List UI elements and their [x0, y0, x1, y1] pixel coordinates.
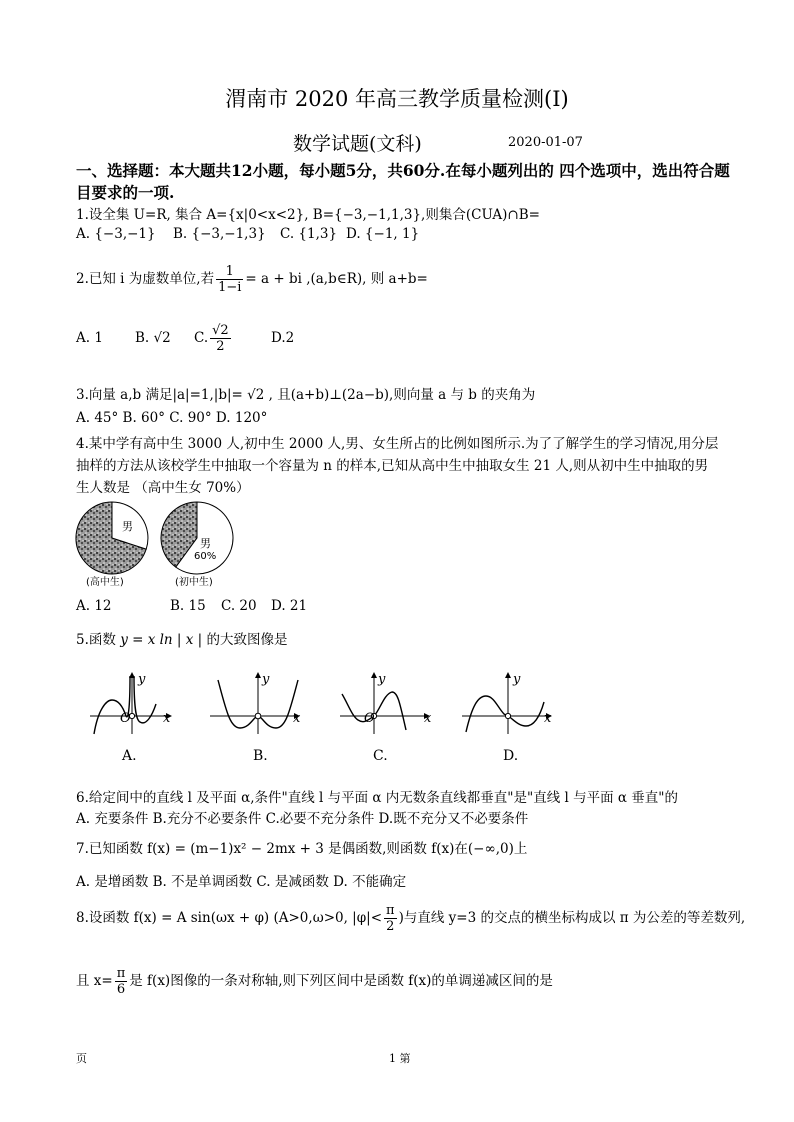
footer-page-number: 1 第	[389, 1052, 411, 1065]
q2-frac-den: 1−i	[218, 280, 242, 295]
q6-options: A. 充要条件 B.充分不必要条件 C.必要不充分条件 D.既不充分又不必要条件	[76, 811, 529, 827]
graph-d-label: D.	[503, 748, 519, 764]
q8-stem	[76, 897, 745, 939]
q1-option-b: B. {−3,−1,3}	[173, 226, 266, 242]
q8-line2	[76, 960, 553, 1002]
q8-frac2-num: π	[116, 966, 126, 981]
q2-option-a: A. 1	[76, 330, 103, 346]
q8-frac1-num: π	[386, 903, 395, 918]
q5-graph-d	[460, 670, 560, 736]
q8-fraction-2	[115, 966, 128, 997]
q2-stem-pre: 2.已知 i 为虚数单位,若	[76, 271, 215, 287]
q5-stem-pre: 5.函数	[76, 632, 116, 648]
q2-option-c-label: C.	[194, 330, 209, 346]
graph-d-y-label: y	[513, 672, 521, 687]
graph-c-y-label: y	[378, 672, 386, 687]
q3-stem: 3.向量 a,b 满足|a|=1,|b|= √2 , 且(a+b)⊥(2a−b),则向量 a 与 b 的夹角为	[76, 387, 536, 403]
q2-option-d: D.2	[271, 330, 295, 346]
pie-high-school	[76, 502, 148, 588]
q8-fraction-1	[384, 903, 397, 934]
q2-optc-den: 2	[216, 339, 225, 354]
graph-a-x-label: x	[163, 711, 171, 726]
q8-line2-pre: 且 x=	[76, 973, 113, 989]
q2-stem	[76, 259, 428, 299]
q6-stem: 6.给定间中的直线 l 及平面 α,条件"直线 l 与平面 α 内无数条直线都垂直"是"直线 l 与平面 α 垂直"的	[76, 790, 679, 806]
q2-option-c-fraction	[210, 323, 231, 354]
q2-fraction	[216, 264, 243, 295]
graph-a-label: A.	[122, 748, 137, 764]
q7-options: A. 是增函数 B. 不是单调函数 C. 是减函数 D. 不能确定	[76, 874, 407, 890]
q5-formula: y = x ln | x |	[120, 632, 203, 648]
q2-option-b: B. √2	[135, 330, 171, 346]
graph-a-origin: O	[120, 711, 131, 726]
pie-middle-school	[161, 502, 233, 588]
q2-stem-post: = a + bi ,(a,b∈R), 则 a+b=	[245, 271, 428, 287]
q1-option-c: C. {1,3}	[280, 226, 338, 242]
q8-line2-post: 是 f(x)图像的一条对称轴,则下列区间中是函数 f(x)的单调递减区间的是	[129, 973, 553, 989]
graph-b-y-label: y	[262, 672, 270, 687]
pie1-caption: (高中生)	[86, 577, 124, 588]
exam-subtitle: 数学试题(文科)	[293, 133, 422, 155]
q4-option-c: C. 20	[221, 598, 257, 614]
pie2-caption: (初中生)	[175, 577, 213, 588]
q1-option-a: A. {−3,−1}	[76, 226, 156, 242]
section-heading: 一、选择题：本大题共12小题，每小题5分，共60分.在每小题列出的 四个选项中，选出符合题目要求的一项.	[76, 161, 730, 202]
q1-option-d: D. {−1, 1}	[346, 226, 420, 242]
q2-frac-num: 1	[216, 264, 243, 280]
exam-title: 渭南市 2020 年高三教学质量检测(Ⅰ)	[225, 87, 569, 111]
q1-stem: 1.设全集 U=R, 集合 A={x|0<x<2}, B={−3,−1,1,3},则集合(CUA)∩B=	[76, 207, 540, 223]
q8-frac2-den: 6	[116, 982, 126, 997]
q5-graph-b	[208, 670, 308, 736]
graph-c-x-label: x	[424, 711, 432, 726]
q3-options: A. 45° B. 60° C. 90° D. 120°	[76, 410, 268, 426]
q5-graph-c	[338, 670, 438, 736]
pie2-percent: 60%	[194, 551, 217, 562]
q8-stem-pre: 8.设函数 f(x) = A sin(ωx + φ) (A>0,ω>0, |φ|<	[76, 910, 383, 926]
q5-graph-a	[88, 670, 178, 736]
q2-option-c	[194, 318, 233, 358]
pie2-male-label: 男	[200, 537, 211, 550]
q5-stem-post: 的大致图像是	[206, 632, 288, 648]
q7-stem: 7.已知函数 f(x) = (m−1)x² − 2mx + 3 是偶函数,则函数 f(x)在(−∞,0)上	[76, 841, 528, 857]
q8-frac1-den: 2	[386, 919, 395, 934]
graph-b-label: B.	[253, 748, 268, 764]
q4-option-a: A. 12	[76, 598, 112, 614]
graph-b-x-label: x	[293, 711, 301, 726]
q4-line3: 生人数是 （高中生女 70%）	[76, 480, 250, 496]
q4-line2: 抽样的方法从该校学生中抽取一个容量为 n 的样本,已知从高中生中抽取女生 21 人,则从初中生中抽取的男	[76, 458, 709, 474]
q4-line1: 4.某中学有高中生 3000 人,初中生 2000 人,男、女生所占的比例如图所示.为了了解学生的学习情况,用分层	[76, 436, 719, 452]
q2-optc-num: √2	[212, 323, 229, 338]
q5-stem	[76, 628, 288, 648]
graph-c-label: C.	[373, 748, 388, 764]
graph-a-y-label: y	[138, 672, 146, 687]
footer-page-left: 页	[76, 1052, 87, 1065]
graph-c-origin: O	[364, 711, 375, 726]
q4-option-b: B. 15	[170, 598, 206, 614]
graph-d-x-label: x	[544, 711, 552, 726]
exam-date: 2020-01-07	[508, 135, 583, 150]
pie1-male-label: 男	[122, 520, 133, 533]
q4-pie-charts	[72, 498, 242, 590]
q4-option-d: D. 21	[271, 598, 308, 614]
q8-stem-post: )与直线 y=3 的交点的横坐标构成以 π 为公差的等差数列,	[398, 910, 746, 926]
